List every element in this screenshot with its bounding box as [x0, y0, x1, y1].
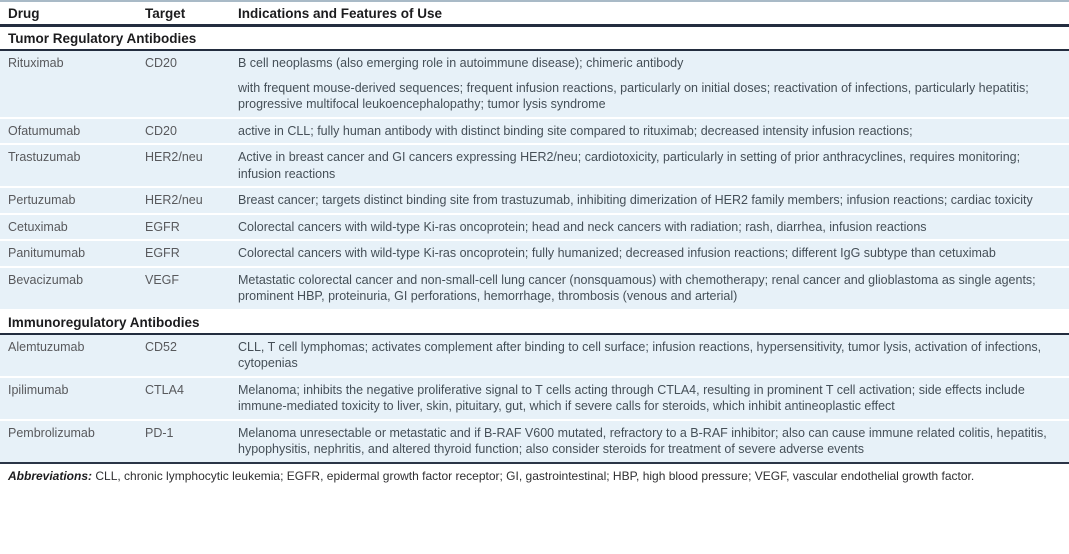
- section-rows-immunoregulatory: [0, 335, 1069, 464]
- target-cell: EGFR: [145, 219, 180, 234]
- table-row: [0, 145, 1069, 188]
- indications-cell: [238, 425, 1061, 458]
- drug-cell: Cetuximab: [8, 219, 68, 234]
- table-row: [0, 188, 1069, 215]
- drug-cell: Rituximab: [8, 56, 64, 70]
- target-cell: CD52: [145, 339, 177, 354]
- table-row: [0, 335, 1069, 378]
- indications-paragraph: Breast cancer; targets distinct binding site from trastuzumab, inhibiting dimerization of HER2 family members; infusion reactions; cardiac toxicity: [238, 193, 1033, 207]
- column-header-indications: Indications and Features of Use: [238, 6, 443, 21]
- target-cell: HER2/neu: [145, 193, 203, 207]
- indications-cell: [238, 192, 1061, 209]
- drug-cell: Alemtuzumab: [8, 339, 85, 354]
- indications-cell: [238, 123, 1061, 140]
- indications-paragraph: Melanoma unresectable or metastatic and if B-RAF V600 mutated, refractory to a B-RAF inhibitor; also can cause immune related colitis, hepatitis, hypophysitis, nephritis, and altered thyroid function; also consider steroids for treatment of severe adverse events: [238, 425, 1047, 456]
- column-header-target: Target: [145, 6, 186, 21]
- section-rows-tumor-regulatory: [0, 51, 1069, 311]
- drug-cell: Bevacizumab: [8, 272, 84, 287]
- column-header-drug: Drug: [8, 6, 40, 21]
- drug-cell: Ofatumumab: [8, 123, 81, 138]
- indications-paragraph: CLL, T cell lymphomas; activates complement after binding to cell surface; infusion reactions, hypersensitivity, tumor lysis, activation of infections, cytopenias: [238, 339, 1042, 370]
- indications-paragraph: Colorectal cancers with wild-type Ki-ras oncoprotein; head and neck cancers with radiation; rash, diarrhea, infusion reactions: [238, 219, 927, 234]
- indications-paragraph: active in CLL; fully human antibody with distinct binding site compared to rituximab; decreased intensity infusion reactions;: [238, 123, 913, 138]
- indications-paragraph: Melanoma; inhibits the negative proliferative signal to T cells acting through CTLA4, resulting in prominent T cell activation; side effects include immune-mediated toxicity to liver, skin, pituitary, gut, which if severe calls for steroids, which inhibit antineoplastic effect: [238, 382, 1025, 413]
- indications-cell: [238, 272, 1061, 305]
- table-row: [0, 119, 1069, 146]
- indications-paragraph: Active in breast cancer and GI cancers expressing HER2/neu; cardiotoxicity, particularly in setting of prior anthracyclines, requires monitoring; infusion reactions: [238, 150, 1021, 181]
- target-cell: EGFR: [145, 246, 180, 260]
- indications-cell: [238, 382, 1061, 415]
- indications-paragraph: Colorectal cancers with wild-type Ki-ras oncoprotein; fully humanized; decreased infusion reactions; different IgG subtype than cetuximab: [238, 246, 996, 260]
- table-row: [0, 378, 1069, 421]
- table-row: [0, 215, 1069, 242]
- drug-cell: Pembrolizumab: [8, 425, 95, 440]
- indications-cell: [238, 55, 1061, 113]
- indications-cell: [238, 339, 1061, 372]
- indications-paragraph: with frequent mouse-derived sequences; frequent infusion reactions, particularly on initial doses; reactivation of infections, particularly hepatitis; progressive multifocal leukoencephalopathy; tumor lysis syndrome: [238, 80, 1029, 111]
- target-cell: CTLA4: [145, 382, 184, 397]
- table-row: [0, 268, 1069, 311]
- drug-cell: Ipilimumab: [8, 382, 69, 397]
- abbreviations-text: CLL, chronic lymphocytic leukemia; EGFR, epidermal growth factor receptor; GI, gastrointestinal; HBP, high blood pressure; VEGF, vascular endothelial growth factor.: [95, 468, 975, 483]
- section-header-immunoregulatory: Immunoregulatory Antibodies: [0, 311, 1069, 335]
- drug-cell: Panitumumab: [8, 246, 86, 260]
- section-header-tumor-regulatory: Tumor Regulatory Antibodies: [0, 27, 1069, 51]
- indications-paragraph: Metastatic colorectal cancer and non-small-cell lung cancer (nonsquamous) with chemotherapy; renal cancer and glioblastoma as single agents; prominent HBP, proteinuria, GI perforations, hemorrhage, thrombosis (venous and arterial): [238, 272, 1036, 303]
- table-row: [0, 421, 1069, 462]
- table-row: [0, 51, 1069, 119]
- target-cell: CD20: [145, 56, 177, 70]
- table-row: [0, 241, 1069, 268]
- abbreviations-label: Abbreviations:: [8, 468, 93, 483]
- target-cell: HER2/neu: [145, 150, 203, 164]
- drug-cell: Trastuzumab: [8, 150, 81, 164]
- target-cell: CD20: [145, 123, 177, 138]
- table-header-row: [0, 2, 1069, 27]
- target-cell: PD-1: [145, 425, 174, 440]
- target-cell: VEGF: [145, 272, 180, 287]
- abbreviations-footnote: [0, 464, 1069, 484]
- indications-paragraph: B cell neoplasms (also emerging role in autoimmune disease); chimeric antibody: [238, 56, 684, 70]
- drug-cell: Pertuzumab: [8, 193, 76, 207]
- indications-cell: [238, 149, 1061, 182]
- indications-cell: [238, 219, 1061, 236]
- indications-cell: [238, 245, 1061, 262]
